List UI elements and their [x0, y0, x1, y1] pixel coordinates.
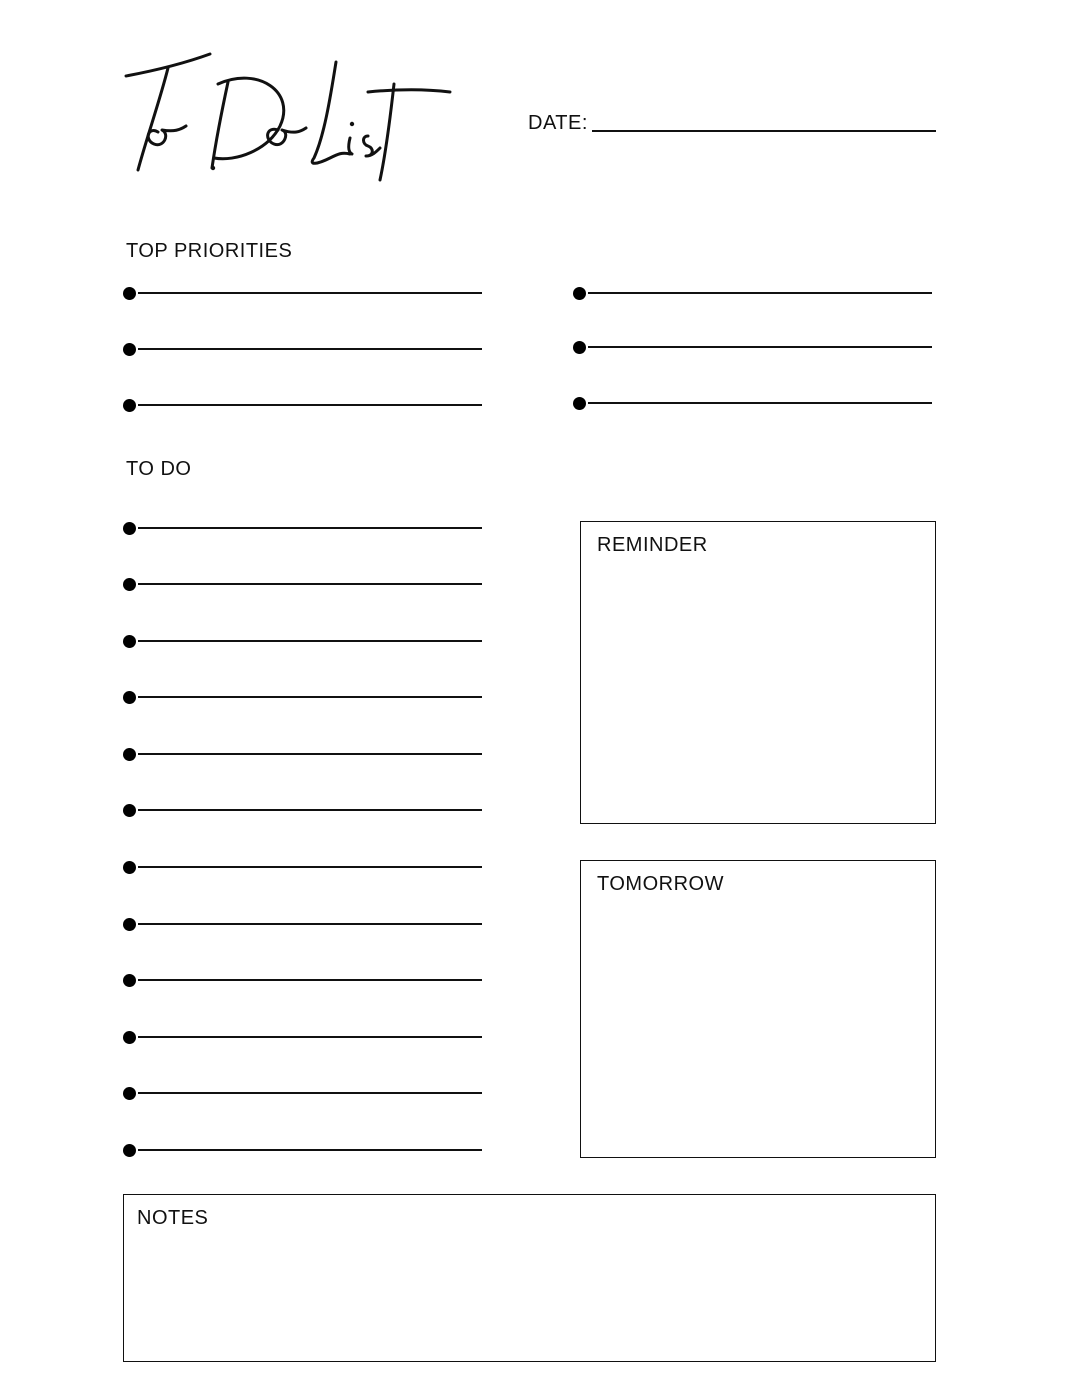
write-line[interactable]: [138, 979, 482, 981]
bullet-icon: [123, 918, 136, 931]
priority-item[interactable]: [573, 396, 932, 410]
write-line[interactable]: [138, 1092, 482, 1094]
bullet-icon: [123, 691, 136, 704]
reminder-heading: REMINDER: [597, 534, 708, 556]
bullet-icon: [123, 748, 136, 761]
reminder-box[interactable]: [580, 521, 936, 824]
write-line[interactable]: [138, 753, 482, 755]
write-line[interactable]: [138, 923, 482, 925]
bullet-icon: [123, 343, 136, 356]
write-line[interactable]: [138, 696, 482, 698]
todo-item[interactable]: [123, 577, 482, 591]
todo-item[interactable]: [123, 690, 482, 704]
todo-item[interactable]: [123, 917, 482, 931]
priority-item[interactable]: [123, 286, 482, 300]
write-line[interactable]: [138, 1036, 482, 1038]
bullet-icon: [573, 287, 586, 300]
page-title: [118, 40, 468, 190]
bullet-icon: [123, 1144, 136, 1157]
write-line[interactable]: [138, 292, 482, 294]
write-line[interactable]: [138, 640, 482, 642]
bullet-icon: [123, 399, 136, 412]
bullet-icon: [573, 341, 586, 354]
write-line[interactable]: [588, 292, 932, 294]
todo-item[interactable]: [123, 1143, 482, 1157]
todo-item[interactable]: [123, 1086, 482, 1100]
todo-item[interactable]: [123, 634, 482, 648]
bullet-icon: [123, 1031, 136, 1044]
write-line[interactable]: [138, 527, 482, 529]
date-label: DATE:: [528, 112, 588, 134]
bullet-icon: [123, 578, 136, 591]
todo-item[interactable]: [123, 747, 482, 761]
bullet-icon: [573, 397, 586, 410]
tomorrow-box[interactable]: [580, 860, 936, 1158]
write-line[interactable]: [588, 402, 932, 404]
top-priorities-heading: TOP PRIORITIES: [126, 240, 293, 262]
priority-item[interactable]: [123, 398, 482, 412]
todo-item[interactable]: [123, 973, 482, 987]
notes-box[interactable]: [123, 1194, 936, 1362]
priority-item[interactable]: [573, 340, 932, 354]
bullet-icon: [123, 974, 136, 987]
bullet-icon: [123, 1087, 136, 1100]
todo-item[interactable]: [123, 860, 482, 874]
todo-item[interactable]: [123, 803, 482, 817]
write-line[interactable]: [138, 348, 482, 350]
write-line[interactable]: [138, 809, 482, 811]
to-do-heading: TO DO: [126, 458, 192, 480]
write-line[interactable]: [588, 346, 932, 348]
write-line[interactable]: [138, 404, 482, 406]
todo-item[interactable]: [123, 521, 482, 535]
bullet-icon: [123, 635, 136, 648]
write-line[interactable]: [138, 583, 482, 585]
bullet-icon: [123, 287, 136, 300]
write-line[interactable]: [138, 1149, 482, 1151]
tomorrow-heading: TOMORROW: [597, 873, 724, 895]
bullet-icon: [123, 861, 136, 874]
notes-heading: NOTES: [137, 1207, 209, 1229]
bullet-icon: [123, 804, 136, 817]
bullet-icon: [123, 522, 136, 535]
date-field[interactable]: [592, 130, 936, 132]
priority-item[interactable]: [123, 342, 482, 356]
write-line[interactable]: [138, 866, 482, 868]
priority-item[interactable]: [573, 286, 932, 300]
todo-item[interactable]: [123, 1030, 482, 1044]
